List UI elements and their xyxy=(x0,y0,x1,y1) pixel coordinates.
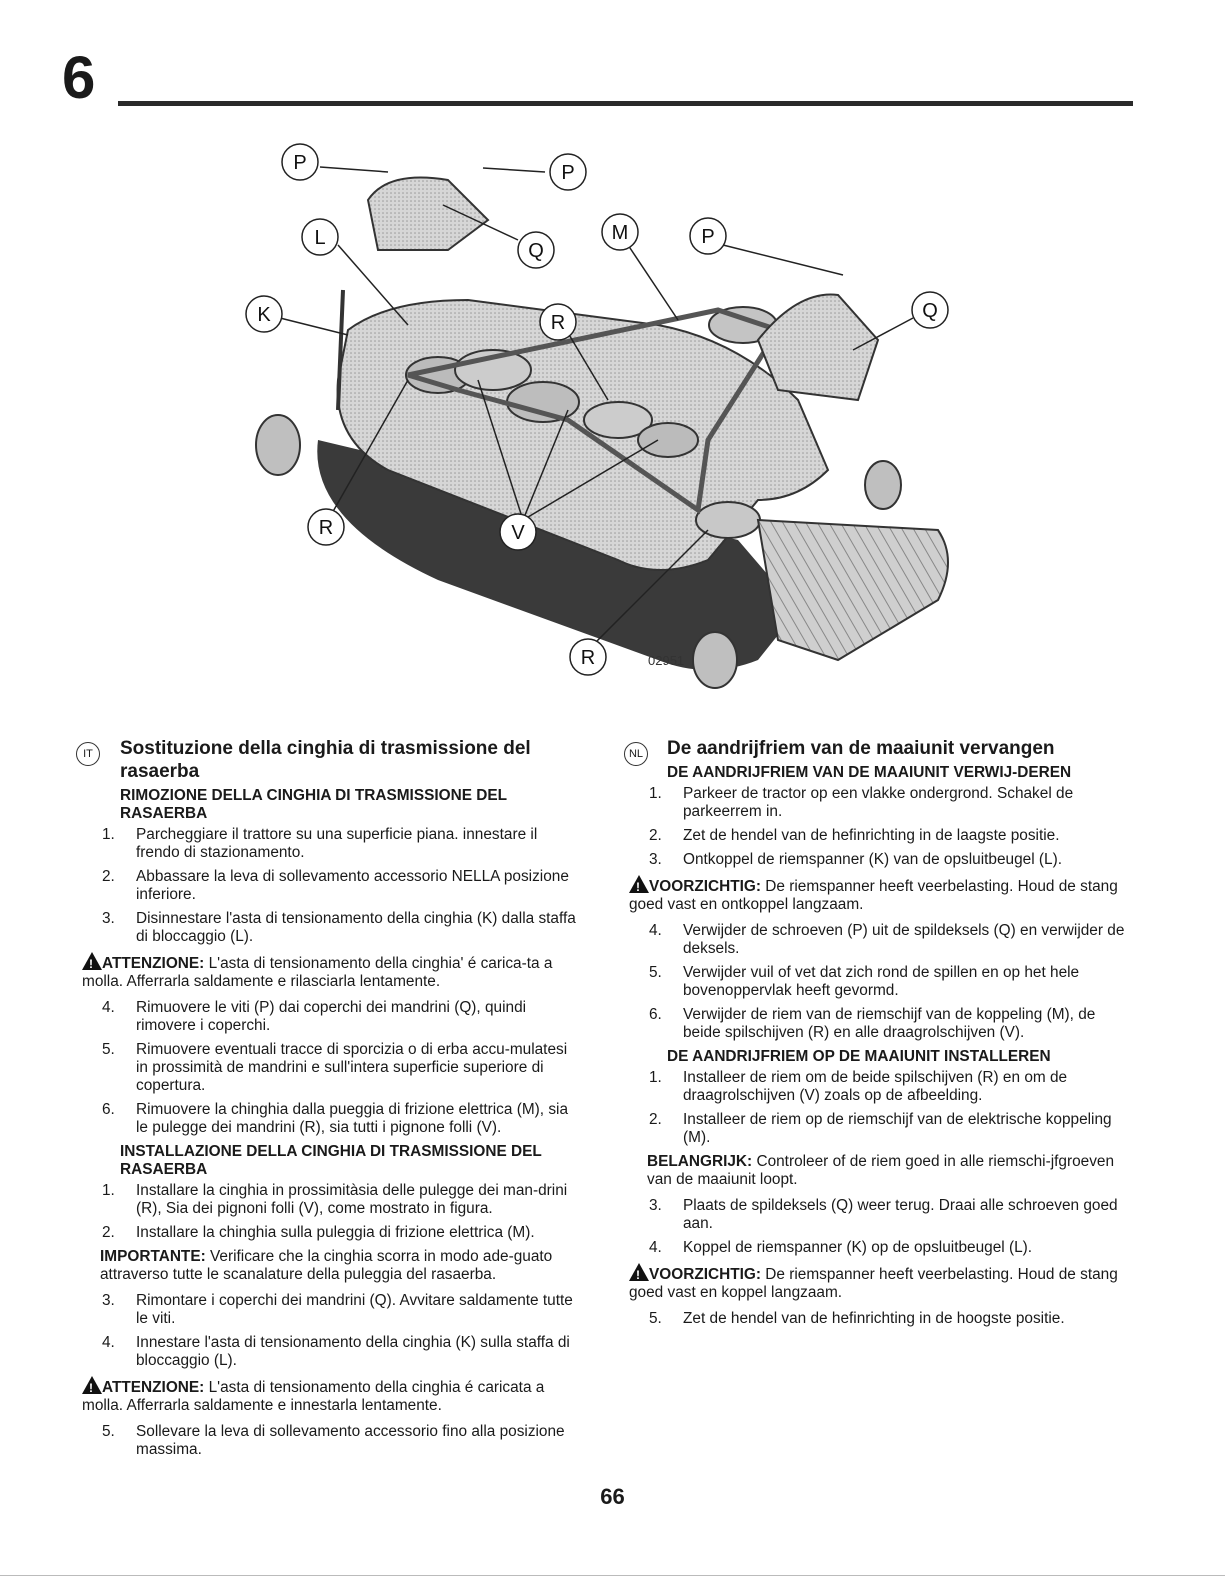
callout-m xyxy=(602,214,638,250)
lang-badge-it: IT xyxy=(76,742,100,766)
mower-deck-illustration xyxy=(238,140,988,720)
warning-nl-2: !VOORZICHTIG: De riemspanner heeft veerbelasting. Houd de stang goed vast en koppel langzaam. xyxy=(627,1263,1125,1302)
list-item: 3. Plaats de spildeksels (Q) weer terug. Draai alle schroeven goed aan. xyxy=(649,1197,1118,1232)
callout-l xyxy=(302,219,338,255)
subheading-it-removal: RIMOZIONE DELLA CINGHIA DI TRASMISSIONE DEL RASAERBA xyxy=(120,787,507,822)
callout-k xyxy=(246,296,282,332)
callout-p-3 xyxy=(690,218,726,254)
steps-nl-removal-a xyxy=(647,785,1125,869)
steps-it-removal-b xyxy=(100,999,578,1137)
column-italian xyxy=(82,737,578,1465)
list-item: 1. Parcheggiare il trattore su una superficie piana. innestare il frendo di stazionamento. xyxy=(102,826,538,861)
steps-it-install-b xyxy=(100,1292,578,1370)
list-item: 5. Zet de hendel van de hefinrichting in de hoogste positie. xyxy=(649,1310,1065,1327)
list-item: 5. Sollevare la leva di sollevamento accessorio fino alla posizione massima. xyxy=(102,1423,565,1458)
svg-text:R: R xyxy=(550,312,566,334)
spindle-cover-right xyxy=(758,295,878,400)
warning-it-1: !ATTENZIONE: L'asta di tensionamento della cinghia' é carica-ta a molla. Afferrarla saldamente e rilasciarla lentamente. xyxy=(80,952,578,991)
section-title-nl: De aandrijfriem van de maaiunit vervangen xyxy=(667,738,1055,759)
svg-text:V: V xyxy=(511,522,525,544)
list-item: 2. Zet de hendel van de hefinrichting in de laagste positie. xyxy=(649,827,1060,844)
warning-icon xyxy=(82,1376,102,1394)
subheading-nl-removal: DE AANDRIJFRIEM VAN DE MAAIUNIT VERWIJ-DEREN xyxy=(667,764,1072,781)
callout-q-1 xyxy=(518,232,554,268)
svg-text:M: M xyxy=(611,222,629,244)
svg-text:Q: Q xyxy=(922,300,938,322)
steps-nl-removal-b xyxy=(647,922,1125,1042)
callout-p-1 xyxy=(282,144,318,180)
steps-it-removal-a xyxy=(100,826,578,946)
list-item: 2. Installeer de riem op de riemschijf van de elektrische koppeling (M). xyxy=(649,1111,1112,1146)
list-item: 6. Rimuovere la chinghia dalla pueggia di frizione elettrica (M), sia le pulegge dei mandrini (R), sia tutti i pignone folli (V). xyxy=(102,1101,569,1136)
callout-q-2 xyxy=(912,292,948,328)
steps-nl-install-a xyxy=(647,1069,1125,1147)
list-item: 2. Abbassare la leva di sollevamento accessorio NELLA posizione inferiore. xyxy=(102,868,569,903)
warning-icon xyxy=(629,1263,649,1281)
svg-text:R: R xyxy=(318,517,334,539)
warning-icon xyxy=(629,875,649,893)
list-item: 2. Installare la chinghia sulla puleggia di frizione elettrica (M). xyxy=(102,1224,535,1241)
important-note-it: IMPORTANTE: Verificare che la cinghia scorra in modo ade-guato attraverso tutte le scanalature della puleggia del rasaerba. xyxy=(100,1248,553,1283)
callout-p-2 xyxy=(550,154,586,190)
svg-text:P: P xyxy=(561,162,575,184)
list-item: 3. Disinnestare l'asta di tensionamento della cinghia (K) dalla staffa di bloccaggio (L). xyxy=(102,910,576,945)
bottom-rule xyxy=(0,1575,1225,1576)
chapter-number: 6 xyxy=(62,44,96,111)
list-item: 5. Verwijder vuil of vet dat zich rond de spillen en op het hele bovenoppervlak heeft gevormd. xyxy=(649,964,1080,999)
list-item: 1. Installeer de riem om de beide spilschijven (R) en om de draagrolschijven (V) zoals op de afbeelding. xyxy=(649,1069,1068,1104)
svg-text:K: K xyxy=(257,304,271,326)
callout-r-3 xyxy=(570,639,606,675)
list-item: 4. Koppel de riemspanner (K) op de opsluitbeugel (L). xyxy=(649,1239,1033,1256)
steps-nl-install-b xyxy=(647,1197,1125,1257)
header-rule xyxy=(118,101,1133,106)
warning-it-2: !ATTENZIONE: L'asta di tensionamento della cinghia é caricata a molla. Afferrarla saldamente e innestarla lentamente. xyxy=(80,1376,578,1415)
lang-badge-nl: NL xyxy=(624,742,648,766)
section-title-it: Sostituzione della cinghia di trasmissione del rasaerba xyxy=(120,738,531,782)
list-item: 4. Verwijder de schroeven (P) uit de spildeksels (Q) en verwijder de deksels. xyxy=(649,922,1125,957)
warning-icon xyxy=(82,952,102,970)
important-note-nl: BELANGRIJK: Controleer of de riem goed in alle riemschi-jfgroeven van de maaiunit loopt. xyxy=(647,1153,1115,1188)
list-item: 3. Ontkoppel de riemspanner (K) van de opsluitbeugel (L). xyxy=(649,851,1062,868)
warning-nl-1: !VOORZICHTIG: De riemspanner heeft veerbelasting. Houd de stang goed vast en ontkoppel langzaam. xyxy=(627,875,1125,914)
svg-text:R: R xyxy=(580,647,596,669)
svg-text:P: P xyxy=(293,152,307,174)
list-item: 4. Innestare l'asta di tensionamento della cinghia (K) sulla staffa di bloccaggio (L). xyxy=(102,1334,570,1369)
callout-v xyxy=(500,514,536,550)
list-item: 4. Rimuovere le viti (P) dai coperchi dei mandrini (Q), quindi rimovere i coperchi. xyxy=(102,999,527,1034)
steps-it-install-a xyxy=(100,1182,578,1242)
svg-text:P: P xyxy=(701,226,715,248)
subheading-nl-install: DE AANDRIJFRIEM OP DE MAAIUNIT INSTALLEREN xyxy=(667,1048,1051,1065)
list-item: 5. Rimuovere eventuali tracce di sporcizia o di erba accu-mulatesi in prossimità de mandrini e sull'intera superficie superiore di copertura. xyxy=(102,1041,568,1094)
svg-text:Q: Q xyxy=(528,240,544,262)
figure-code: 02951 xyxy=(648,653,685,668)
steps-nl-install-c xyxy=(647,1310,1125,1328)
discharge-chute xyxy=(758,520,948,660)
steps-it-install-c xyxy=(100,1423,578,1459)
list-item: 1. Installare la cinghia in prossimitàsia delle pulegge dei man-drini (R), Sia dei pignoni folli (V), come mostrato in figura. xyxy=(102,1182,568,1217)
page-number: 66 xyxy=(600,1484,625,1509)
list-item: 6. Verwijder de riem van de riemschijf van de koppeling (M), de beide spilschijven (R) en alle draagrolschijven (V). xyxy=(649,1006,1096,1041)
callout-r-1 xyxy=(540,304,576,340)
spindle-cover-left xyxy=(368,178,488,251)
list-item: 3. Rimontare i coperchi dei mandrini (Q). Avvitare saldamente tutte le viti. xyxy=(102,1292,573,1327)
callout-r-2 xyxy=(308,509,344,545)
subheading-it-install: INSTALLAZIONE DELLA CINGHIA DI TRASMISSIONE DEL RASAERBA xyxy=(120,1143,542,1178)
svg-text:L: L xyxy=(314,227,326,249)
list-item: 1. Parkeer de tractor op een vlakke ondergrond. Schakel de parkeerrem in. xyxy=(649,785,1074,820)
